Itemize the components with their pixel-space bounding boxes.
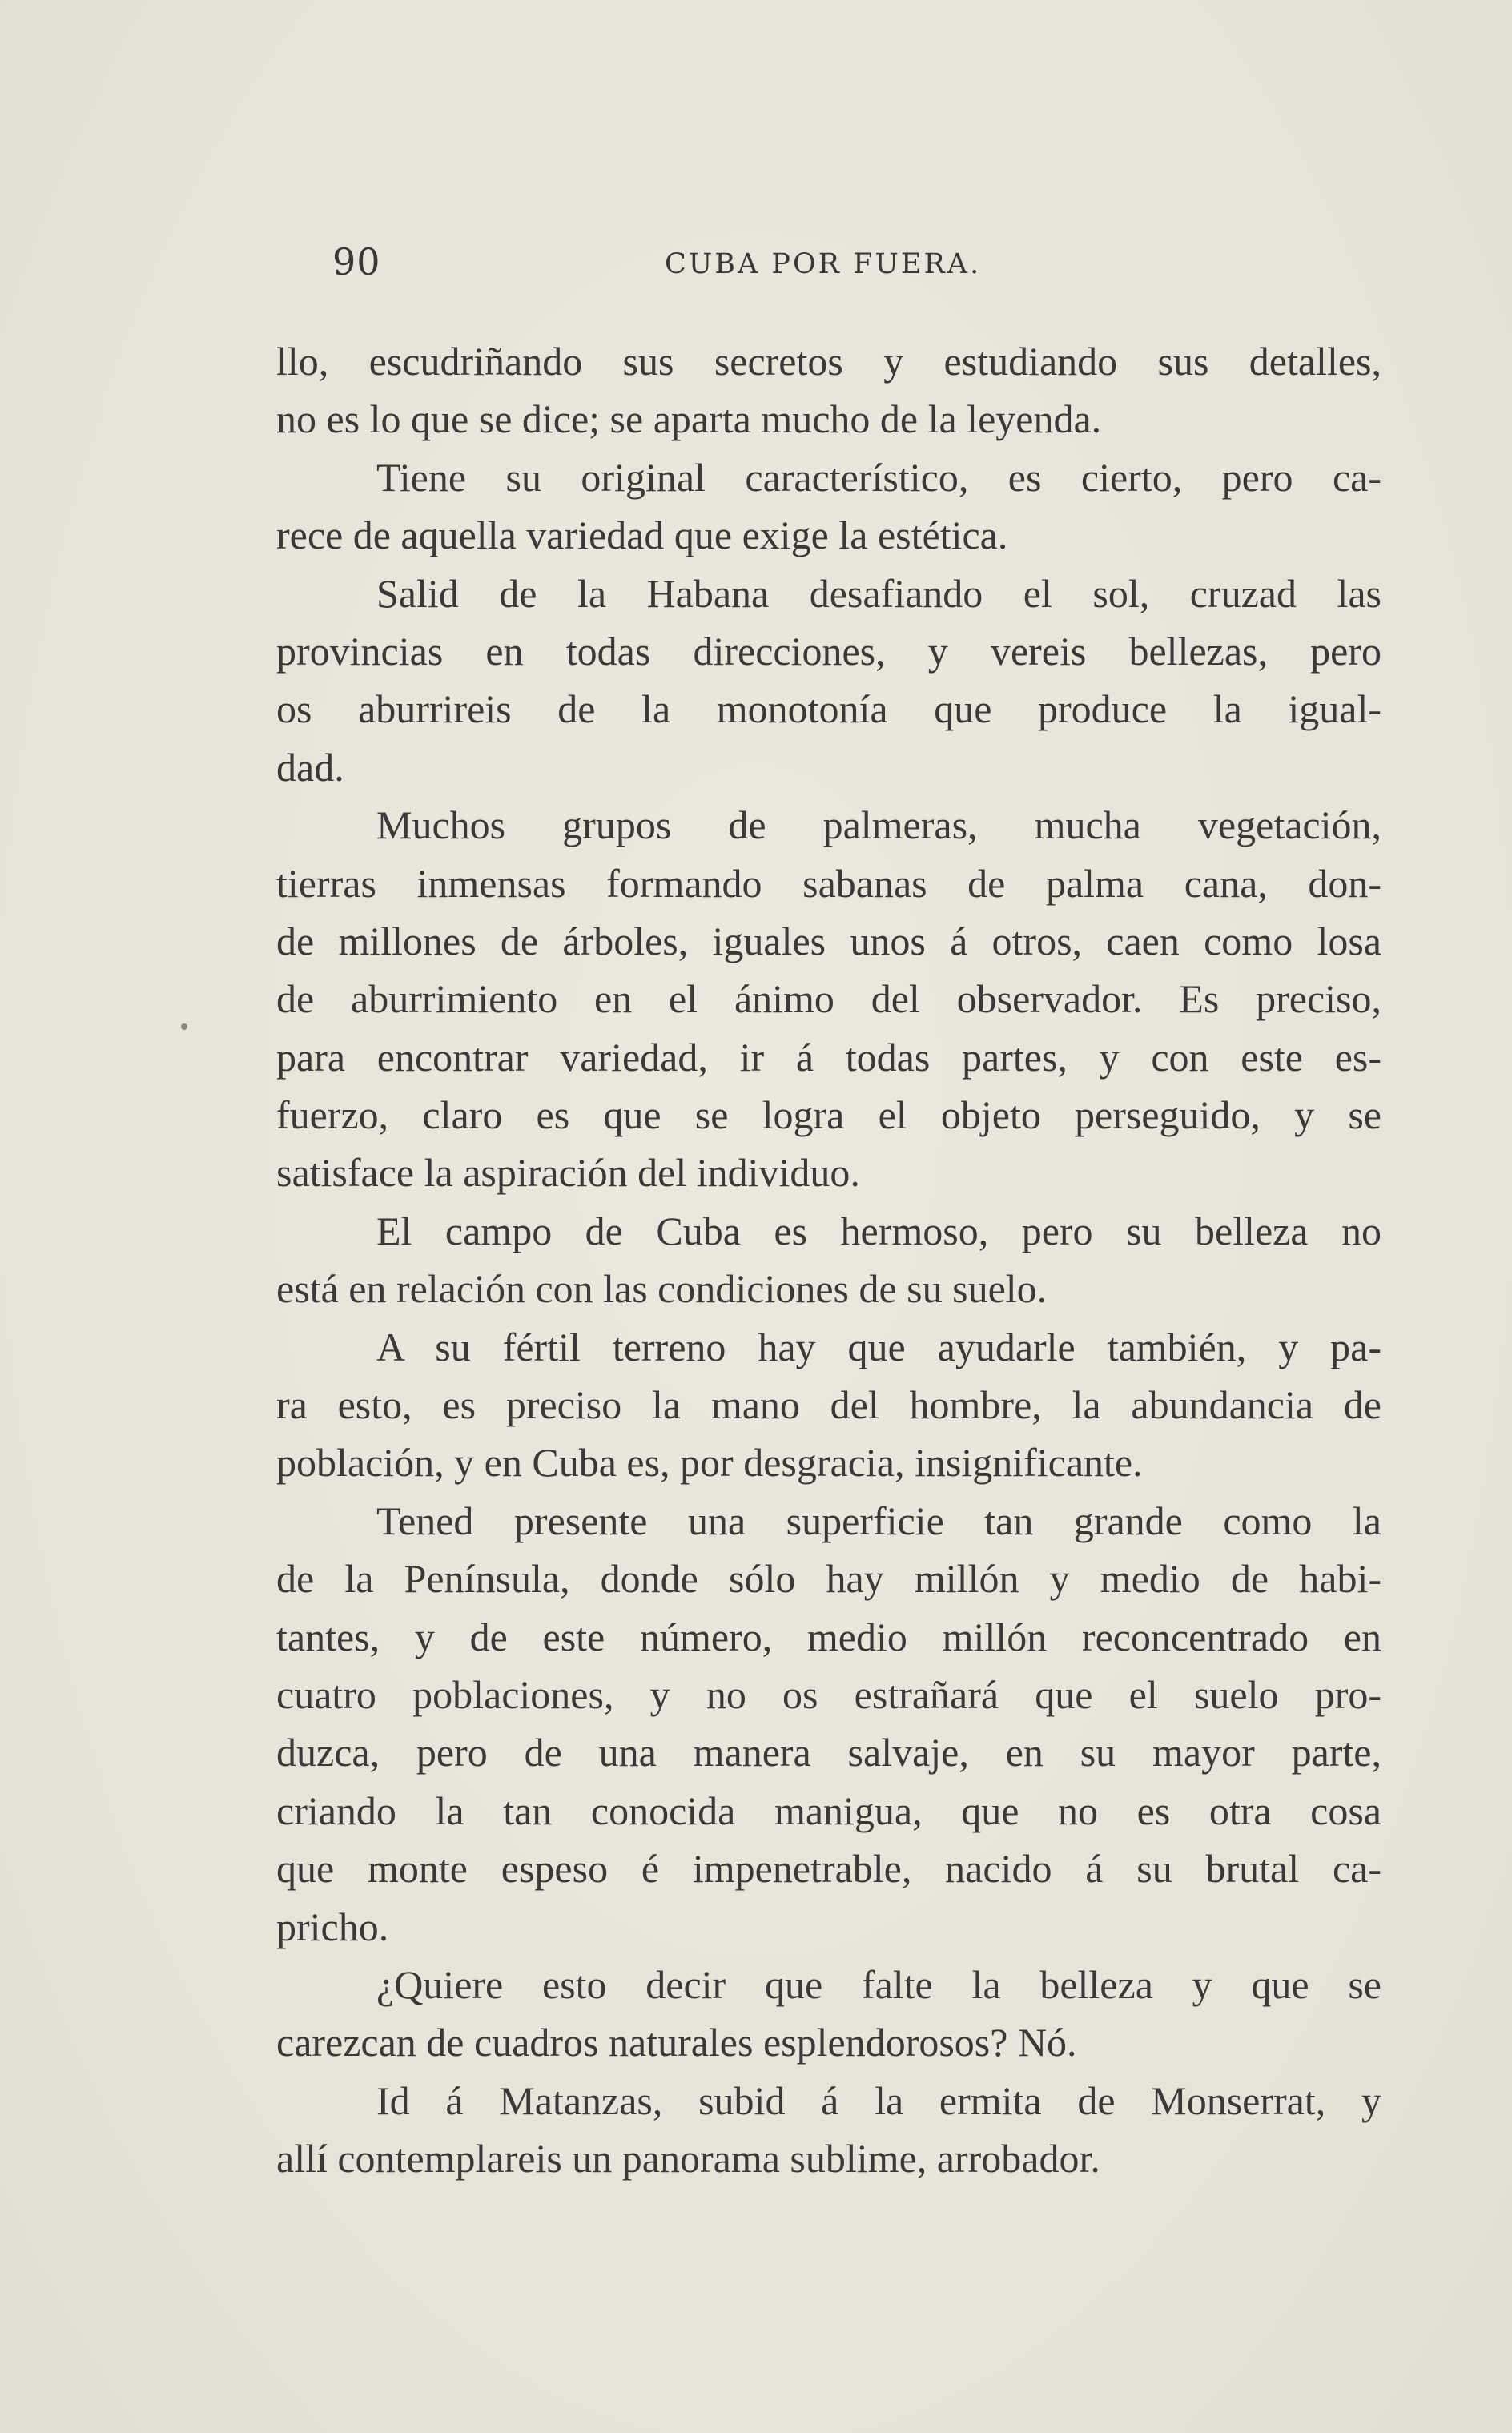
- text-line: dad.: [276, 744, 344, 790]
- text-line: para encontrar variedad, ir á todas partes, y con este es-: [276, 1034, 1381, 1080]
- text-line: de la Península, donde sólo hay millón y medio de habi-: [276, 1556, 1381, 1602]
- text-line: os aburrireis de la monotonía que produce la igual-: [276, 686, 1381, 732]
- text-line: de aburrimiento en el ánimo del observador. Es preciso,: [276, 976, 1381, 1022]
- text-line: fuerzo, claro es que se logra el objeto perseguido, y se: [276, 1092, 1381, 1138]
- text-line: tierras inmensas formando sabanas de palma cana, don-: [276, 860, 1381, 906]
- page-number: 90: [332, 240, 381, 284]
- body-text: [276, 332, 1381, 2188]
- text-line: está en relación con las condiciones de su suelo.: [276, 1266, 1048, 1312]
- text-line: rece de aquella variedad que exige la estética.: [276, 513, 1008, 558]
- text-line: Muchos grupos de palmeras, mucha vegetación,: [376, 802, 1381, 848]
- text-line: carezcan de cuadros naturales esplendorosos? Nó.: [276, 2020, 1077, 2065]
- text-line: Salid de la Habana desafiando el sol, cruzad las: [376, 570, 1381, 616]
- text-line: satisface la aspiración del individuo.: [276, 1150, 860, 1196]
- text-line: de millones de árboles, iguales unos á otros, caen como losa: [276, 918, 1381, 963]
- text-line: población, y en Cuba es, por desgracia, insignificante.: [276, 1440, 1143, 1486]
- text-line: no es lo que se dice; se aparta mucho de la leyenda.: [276, 396, 1102, 442]
- text-line: Id á Matanzas, subid á la ermita de Monserrat, y: [376, 2077, 1381, 2123]
- text-line: duzca, pero de una manera salvaje, en su mayor parte,: [276, 1730, 1381, 1775]
- text-line: Tened presente una superficie tan grande como la: [376, 1498, 1381, 1543]
- text-line: criando la tan conocida manigua, que no es otra cosa: [276, 1788, 1381, 1833]
- text-line: tantes, y de este número, medio millón reconcentrado en: [276, 1614, 1381, 1659]
- text-line: que monte espeso é impenetrable, nacido á su brutal ca-: [276, 1846, 1381, 1892]
- text-line: pricho.: [276, 1904, 389, 1949]
- text-line: ¿Quiere esto decir que falte la belleza y que se: [376, 1961, 1381, 2007]
- text-line: El campo de Cuba es hermoso, pero su belleza no: [376, 1208, 1381, 1253]
- text-line: provincias en todas direcciones, y vereis bellezas, pero: [276, 628, 1381, 674]
- text-line: Tiene su original característico, es cierto, pero ca-: [376, 454, 1381, 500]
- running-head: [280, 240, 1385, 296]
- text-line: cuatro poblaciones, y no os estrañará que el suelo pro-: [276, 1671, 1381, 1717]
- text-line: allí contemplareis un panorama sublime, arrobador.: [276, 2136, 1100, 2182]
- margin-speck: [181, 1023, 187, 1030]
- text-line: A su fértil terreno hay que ayudarle también, y pa-: [376, 1324, 1381, 1369]
- text-line: ra esto, es preciso la mano del hombre, la abundancia de: [276, 1382, 1381, 1428]
- running-title: CUBA POR FUERA.: [665, 248, 982, 280]
- text-line: llo, escudriñando sus secretos y estudiando sus detalles,: [276, 339, 1381, 384]
